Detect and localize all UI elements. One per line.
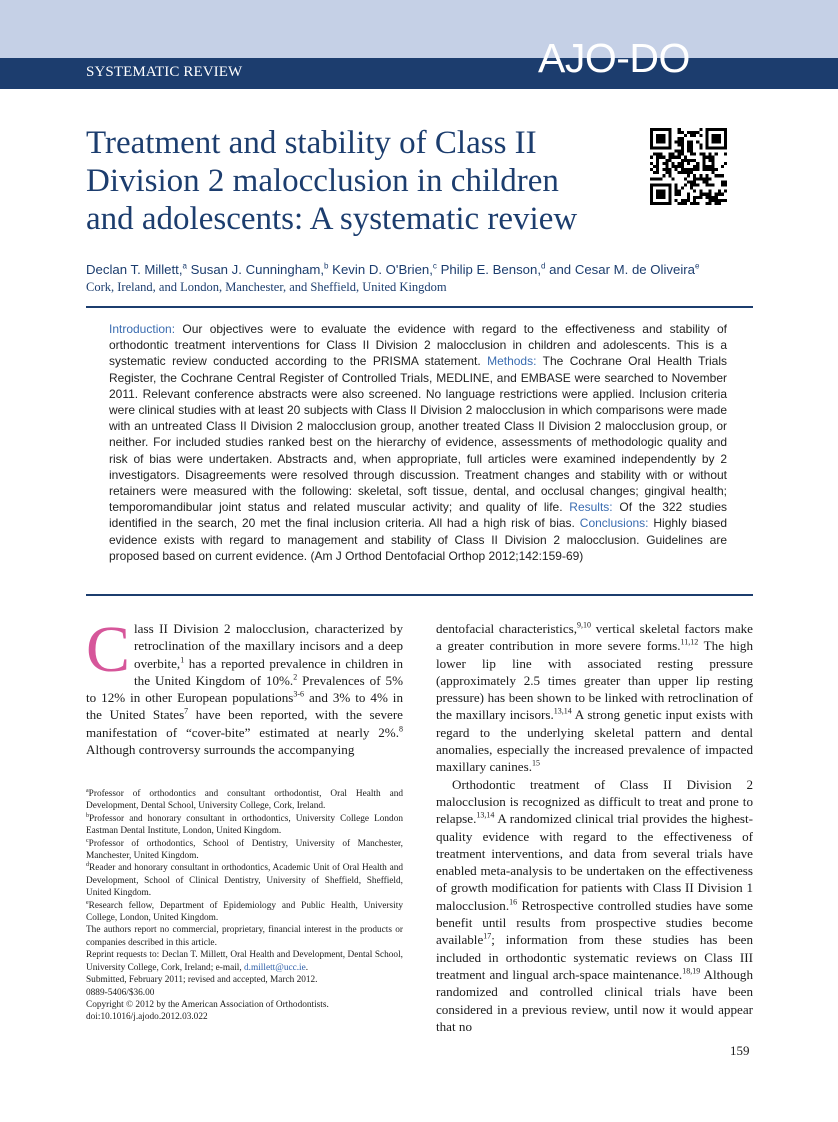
conflict-statement: The authors report no commercial, proprietary, financial interest in the products or companies described in this article. bbox=[86, 925, 403, 948]
footnotes bbox=[86, 788, 403, 1024]
author-affiliation-mark: c bbox=[432, 261, 437, 271]
article-title bbox=[86, 124, 626, 238]
citation-ref[interactable]: 2 bbox=[293, 672, 298, 682]
section-label: SYSTEMATIC REVIEW bbox=[86, 64, 243, 80]
abstract-results-heading: Results: bbox=[569, 500, 613, 515]
issn: 0889-5406/$36.00 bbox=[86, 987, 155, 998]
email-link[interactable]: d.millett@ucc.ie bbox=[244, 962, 306, 973]
citation-ref[interactable]: 11,12 bbox=[680, 637, 699, 647]
abstract bbox=[109, 321, 727, 564]
drop-cap: C bbox=[86, 613, 131, 686]
author-name: Philip E. Benson, bbox=[440, 262, 542, 277]
author-affiliation-mark: b bbox=[324, 261, 329, 271]
footnote-text: Research fellow, Department of Epidemiology and Public Health, University College, London, United Kingdom. bbox=[86, 900, 403, 924]
paragraph-runs: dentofacial characteristics,$^{9,10}$ vertical skeletal factors make a greater contribution in more severe forms.$^{11,12}$ The high lower lip line with associated resting pressure (approximately 2.5 times greater than upper lip resting pressure) has been shown to be linked with retroclination of the maxillary incisors.$^{13,14}$ A strong genetic input exists with regard to the underlying skeletal pattern and dental anomalies, especially the increased prevalence of impacted maxillary canines.$^{15}$ bbox=[436, 620, 753, 775]
footnote-a bbox=[86, 788, 403, 813]
citation-ref[interactable]: 13,14 bbox=[553, 707, 572, 717]
copyright: Copyright © 2012 by the American Association of Orthodontists. bbox=[86, 999, 329, 1010]
citation-ref[interactable]: 15 bbox=[532, 759, 540, 769]
divider-bottom bbox=[86, 594, 753, 596]
footnote-c bbox=[86, 838, 403, 863]
abstract-introduction-heading: Introduction: bbox=[109, 322, 176, 336]
reprint-end: . bbox=[305, 962, 309, 973]
body-paragraph bbox=[436, 620, 753, 776]
footnote-text: Professor of orthodontics and consultant orthodontist, Oral Health and Development, Dental School, University College, Cork, Ireland. bbox=[86, 789, 403, 812]
footnote-mark: c bbox=[86, 837, 89, 844]
footnote-b bbox=[86, 813, 403, 838]
abstract-conclusions-heading: Conclusions: bbox=[579, 516, 649, 531]
footnote-mark: d bbox=[86, 862, 89, 869]
citation-ref[interactable]: 16 bbox=[509, 897, 518, 907]
title-line-3: and adolescents: A systematic review bbox=[86, 201, 578, 237]
title-line-1: Treatment and stability of Class II bbox=[86, 125, 537, 161]
body-paragraph bbox=[86, 613, 404, 758]
footnote-text: Professor and honorary consultant in orthodontics, University College London Eastman Dental Institute, London, United Kingdom. bbox=[86, 813, 403, 837]
author-name: Kevin D. O'Brien, bbox=[332, 262, 433, 277]
abstract-introduction: Our objectives were to evaluate the evidence with regard to the effectiveness and stability of orthodontic treatment interventions for Class II Division 2 malocclusion in children and adolescents. This is a systematic review conducted according to the PRISMA statement. bbox=[109, 322, 727, 369]
abstract-conclusions: Highly biased evidence exists with regard to management and stability of Class II Division 2 malocclusion. Guidelines are proposed based on current evidence. (Am J Orthod Dentofacial Orthop 2012;142:159-69) bbox=[109, 516, 727, 563]
qr-code-icon[interactable] bbox=[650, 128, 727, 205]
footnote-text: Reader and honorary consultant in orthodontics, Academic Unit of Oral Health and Development, School of Clinical Dentistry, University of Sheffield, Sheffield, United Kingdom. bbox=[86, 863, 403, 899]
footnote-d bbox=[86, 862, 403, 899]
divider-top bbox=[86, 306, 753, 308]
author-affiliation-mark: e bbox=[695, 261, 700, 271]
footnote-mark: a bbox=[86, 787, 89, 794]
footnote-text: Professor of orthodontics, School of Dentistry, University of Manchester, Manchester, United Kingdom. bbox=[86, 838, 403, 862]
citation-ref[interactable]: 8 bbox=[399, 724, 403, 734]
reprint-text: Reprint requests to: Declan T. Millett, Oral Health and Development, Dental School, University College, Cork, Ireland; e-mail, bbox=[86, 950, 403, 973]
author-affiliation-mark: a bbox=[182, 261, 187, 271]
page-number: 159 bbox=[730, 1043, 750, 1058]
body-paragraph bbox=[436, 776, 753, 1035]
body-column-right bbox=[436, 620, 753, 1035]
footnote-mark: b bbox=[86, 812, 89, 819]
paragraph-runs: Orthodontic treatment of Class II Division 2 malocclusion is recognized as difficult to treat and prone to relapse.$^{13,14}$ A randomized clinical trial provides the highest-quality evidence with regard to the effectiveness of treatment interventions, and data from several trials have enabled meta-analysis to be undertaken on the effectiveness of growth modification for patients with Class II Division 1 malocclusion.$^{16}$ Retrospective controlled studies have some benefit until results from prospective studies become available$^{17}$; information from these studies has been included in orthodontic systematic reviews on Class III treatment and lingual arch-space maintenance.$^{18,19}$ Although randomized and controlled clinical trials have been considered in a previous review, until now it would appear that no bbox=[436, 776, 753, 1034]
citation-ref[interactable]: 7 bbox=[184, 707, 189, 717]
author-name: Cesar M. de Oliveira bbox=[574, 262, 696, 277]
journal-logo: AJO-DO bbox=[538, 35, 690, 81]
paragraph-runs: lass II Division 2 malocclusion, characterized by retroclination of the maxillary incisors and a deep overbite,$^1$ has a reported prevalence in children in the United Kingdom of 10%.$^2$ Prevalences of 5% to 12% in other European populations$^{3-6}$ and 3% to 4% in the United States$^7$ have been reported, with the severe manifestation of “cover-bite” estimated at nearly 2%.$^8$ Although controversy surrounds the accompanying bbox=[86, 621, 404, 758]
body-column-left bbox=[86, 613, 404, 758]
citation-ref[interactable]: 17 bbox=[483, 931, 492, 941]
abstract-methods: The Cochrane Oral Health Trials Register, the Cochrane Central Register of Controlled Trials, MEDLINE, and EMBASE were searched to November 2011. Relevant conference abstracts were also screened. No language restrictions were applied. Inclusion criteria were clinical studies with at least 20 subjects with Class II Division 2 malocclusion in which comparisons were made with an untreated Class II Division 2 malocclusion group, another treated Class II Division 2 malocclusion group, or neither. For included studies ranked best on the hierarchy of evidence, assessments of methodologic quality and risk of bias were undertaken. Abstracts and, when appropriate, full articles were examined independently by 2 investigators. Disagreements were resolved through discussion. Treatment changes and stability with or without retainers were measured with the following: skeletal, soft tissue, dental, and occlusal changes; gingival health; temporomandibular joint status and related muscular activity; and quality of life. bbox=[109, 354, 727, 515]
doi: doi:10.1016/j.ajodo.2012.03.022 bbox=[86, 1012, 208, 1023]
citation-ref[interactable]: 9,10 bbox=[577, 620, 592, 630]
footnote-mark: e bbox=[86, 899, 89, 906]
abstract-results: Of the 322 studies identified in the search, 20 met the final inclusion criteria. All had a high risk of bias. bbox=[109, 500, 727, 531]
header-band bbox=[0, 0, 838, 58]
abstract-methods-heading: Methods: bbox=[487, 354, 537, 369]
citation-ref[interactable]: 3-6 bbox=[293, 689, 305, 699]
footnote-e bbox=[86, 900, 403, 925]
author-name: Declan T. Millett, bbox=[86, 262, 183, 277]
reprint-request bbox=[86, 949, 403, 974]
citation-ref[interactable]: 1 bbox=[180, 655, 185, 665]
citation-ref[interactable]: 13,14 bbox=[476, 810, 495, 820]
citation-ref[interactable]: 18,19 bbox=[682, 966, 701, 976]
author-list: Declan T. Millett,$^a$ Susan J. Cunningham,$^b$ Kevin D. O'Brien,$^c$ Philip E. Benson,$^d$ and Cesar M. de Oliveira$^e$ bbox=[86, 261, 700, 277]
author-name: Susan J. Cunningham, bbox=[190, 262, 325, 277]
author-affiliation-mark: d bbox=[541, 261, 546, 271]
author-affiliations: Cork, Ireland, and London, Manchester, and Sheffield, United Kingdom bbox=[86, 280, 447, 294]
submission-dates: Submitted, February 2011; revised and accepted, March 2012. bbox=[86, 975, 318, 986]
title-line-2: Division 2 malocclusion in children bbox=[86, 163, 559, 199]
